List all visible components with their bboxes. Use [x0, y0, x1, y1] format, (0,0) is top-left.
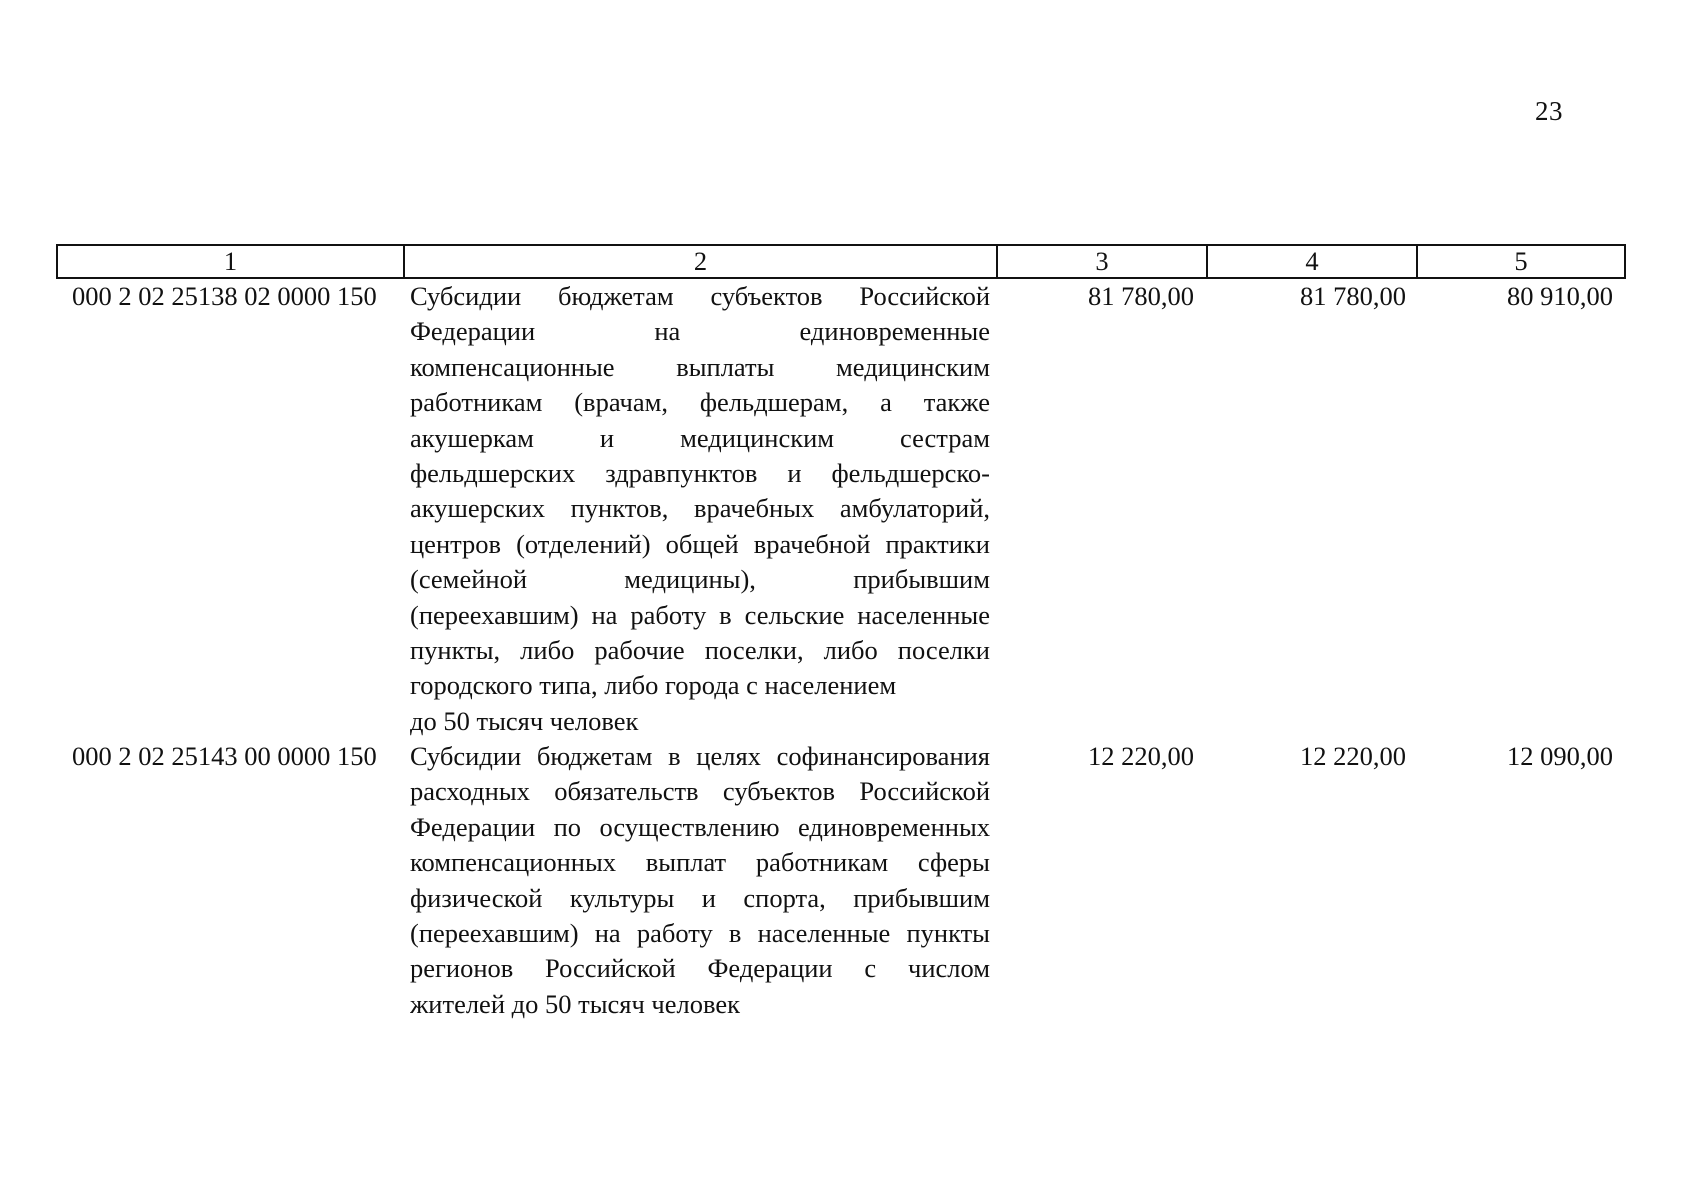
amount-col3: 81 780,00 [1088, 281, 1194, 311]
budget-code: 000 2 02 25138 02 0000 150 [72, 281, 377, 311]
column-header-5: 5 [1417, 245, 1625, 278]
description-line: (семейной медицины), прибывшим [410, 564, 990, 595]
amount-col5: 80 910,00 [1507, 281, 1613, 311]
column-header-3: 3 [997, 245, 1207, 278]
amount-col3: 12 220,00 [1088, 741, 1194, 772]
description-cell [404, 278, 997, 739]
column-header-4: 4 [1207, 245, 1417, 278]
page-number: 23 [1535, 96, 1563, 126]
column-header-2: 2 [404, 245, 997, 278]
description-line: Субсидии бюджетам субъектов Российской [410, 281, 990, 311]
description-line: центров (отделений) общей врачебной практики [410, 528, 990, 559]
description-line: физической культуры и спорта, прибывшим [410, 882, 990, 913]
description-line: Субсидии бюджетам в целях софинансирования [410, 741, 990, 772]
description-line: компенсационных выплат работникам сферы [410, 847, 990, 878]
budget-code: 000 2 02 25143 00 0000 150 [72, 741, 377, 772]
description-line: акушерских пунктов, врачебных амбулаторий, [410, 493, 990, 524]
description-line: (переехавшим) на работу в сельские населенные [410, 599, 990, 630]
description-line: расходных обязательств субъектов Российской [410, 776, 990, 807]
amount-col5: 12 090,00 [1507, 741, 1613, 772]
table-header-row [57, 245, 1625, 278]
description-line: компенсационные выплаты медицинским [410, 351, 990, 382]
table-row [57, 739, 1625, 1022]
description-line: фельдшерских здравпунктов и фельдшерско- [410, 457, 990, 488]
amount-col4: 12 220,00 [1300, 741, 1406, 772]
description-line: до 50 тысяч человек [410, 705, 639, 736]
description-cell [404, 739, 997, 1022]
description-line: акушеркам и медицинским сестрам [410, 422, 990, 453]
description-line: (переехавшим) на работу в населенные пункты [410, 918, 990, 949]
table-row [57, 278, 1625, 739]
description-line: жителей до 50 тысяч человек [410, 988, 740, 1019]
description-line: регионов Российской Федерации с числом [410, 953, 990, 984]
description-line: Федерации на единовременные [410, 316, 990, 347]
description-line: работникам (врачам, фельдшерам, а также [410, 387, 990, 418]
description-line: Федерации по осуществлению единовременных [410, 811, 990, 842]
description-line: городского типа, либо города с населением [410, 670, 897, 701]
amount-col4: 81 780,00 [1300, 281, 1406, 311]
description-line: пункты, либо рабочие поселки, либо поселки [410, 634, 990, 665]
budget-table [56, 244, 1626, 1022]
column-header-1: 1 [57, 245, 404, 278]
